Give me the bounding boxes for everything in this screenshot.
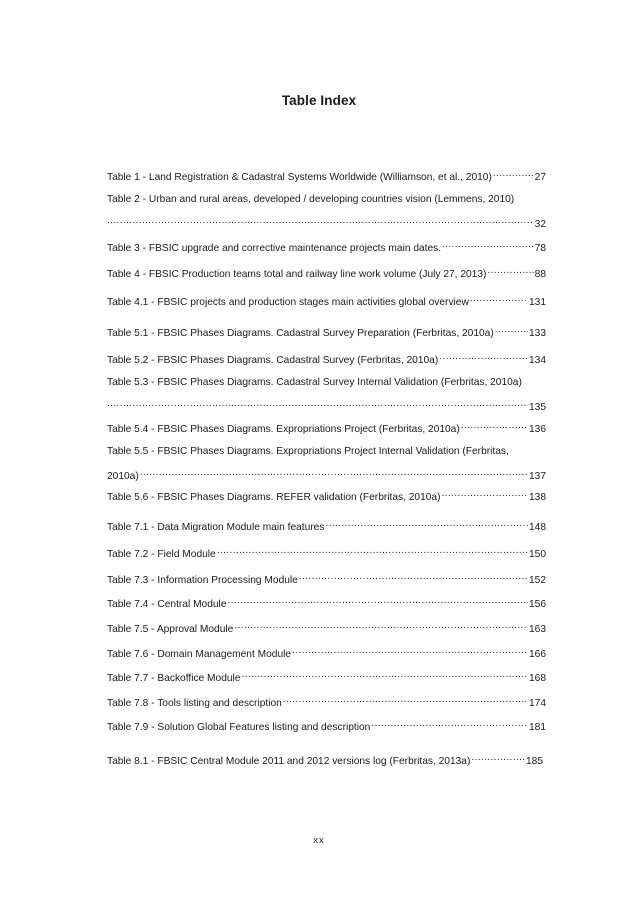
toc-entry[interactable] — [107, 351, 546, 366]
toc-entry-title: Table 7.1 - Data Migration Module main features — [107, 522, 325, 533]
toc-entry-title: Table 3 - FBSIC upgrade and corrective maintenance projects main dates. — [107, 243, 442, 254]
dot-leader — [439, 351, 528, 363]
toc-entry-page: 156 — [529, 599, 546, 610]
toc-entry-page: 78 — [534, 243, 546, 254]
toc-entry-page: 152 — [529, 575, 546, 586]
dot-leader — [299, 571, 528, 583]
toc-entry-title: Table 5.6 - FBSIC Phases Diagrams. REFER validation (Ferbritas, 2010a) — [107, 492, 441, 503]
toc-entry[interactable] — [107, 168, 546, 183]
toc-entry-title: Table 4 - FBSIC Production teams total and railway line work volume (July 27, 2013) — [107, 269, 487, 280]
toc-entry-title: Table 7.6 - Domain Management Module — [107, 649, 292, 660]
dot-leader — [495, 324, 528, 336]
toc-entry-page: 134 — [529, 355, 546, 366]
toc-entry-title: Table 7.9 - Solution Global Features listing and description — [107, 722, 371, 733]
toc-entry-title: Table 7.2 - Field Module — [107, 549, 216, 560]
dot-leader — [292, 645, 528, 657]
toc-entry-page: 131 — [529, 297, 546, 308]
dot-leader — [107, 398, 528, 410]
dot-leader — [227, 595, 528, 607]
toc-entry[interactable] — [107, 488, 546, 503]
toc-entry[interactable] — [107, 194, 546, 230]
dot-leader — [140, 467, 528, 479]
dot-leader — [283, 694, 528, 706]
toc-entry-page: 133 — [529, 328, 546, 339]
toc-entry-title: Table 5.4 - FBSIC Phases Diagrams. Expropriations Project (Ferbritas, 2010a) — [107, 424, 460, 435]
toc-entry-page: 27 — [534, 172, 546, 183]
dot-leader — [442, 239, 534, 251]
dot-leader — [217, 545, 528, 557]
page-title: Table Index — [281, 93, 357, 108]
toc-entry-page: 185 — [526, 756, 543, 767]
dot-leader — [241, 669, 528, 681]
dot-leader — [461, 420, 528, 432]
toc-entry[interactable] — [107, 239, 546, 254]
dot-leader — [471, 752, 525, 764]
toc-entry-page: 168 — [529, 673, 546, 684]
toc-entry-page: 150 — [529, 549, 546, 560]
toc-entry-page: 138 — [529, 492, 546, 503]
page-number-footer: xx — [313, 835, 325, 846]
toc-entry[interactable] — [107, 620, 546, 635]
toc-entry[interactable] — [107, 420, 546, 435]
toc-entry-page: 181 — [529, 722, 546, 733]
toc-entry-title: Table 4.1 - FBSIC projects and production stages main activities global overview — [107, 297, 469, 308]
dot-leader — [234, 620, 528, 632]
toc-entry[interactable] — [107, 595, 546, 610]
toc-entry-page: 136 — [529, 424, 546, 435]
toc-entry[interactable] — [107, 694, 546, 709]
toc-entry-title: Table 7.4 - Central Module — [107, 599, 227, 610]
toc-entry[interactable] — [107, 645, 546, 660]
dot-leader — [107, 215, 534, 227]
dot-leader — [442, 488, 529, 500]
toc-entry[interactable] — [107, 545, 546, 560]
toc-entry-page: 137 — [529, 471, 546, 482]
toc-entry-page: 32 — [534, 219, 546, 230]
toc-entry-title: Table 7.5 - Approval Module — [107, 624, 234, 635]
dot-leader — [470, 293, 528, 305]
toc-entry-page: 174 — [529, 698, 546, 709]
toc-entry-page: 163 — [529, 624, 546, 635]
dot-leader — [493, 168, 534, 180]
toc-entry-title: Table 5.1 - FBSIC Phases Diagrams. Cadastral Survey Preparation (Ferbritas, 2010a) — [107, 328, 494, 339]
toc-entry[interactable] — [107, 293, 546, 308]
toc-entry-title: Table 7.7 - Backoffice Module — [107, 673, 241, 684]
toc-entry[interactable] — [107, 265, 546, 280]
toc-entry-page: 88 — [534, 269, 546, 280]
toc-entry-title: Table 2 - Urban and rural areas, developed / developing countries vision (Lemmens, 2010) — [107, 194, 515, 205]
toc-entry[interactable] — [107, 377, 546, 413]
dot-leader — [371, 718, 528, 730]
toc-entry-title: Table 8.1 - FBSIC Central Module 2011 and 2012 versions log (Ferbritas, 2013a) — [107, 756, 471, 767]
toc-entry-title: Table 1 - Land Registration & Cadastral Systems Worldwide (Williamson, et al., 2010) — [107, 172, 492, 183]
toc-entry-title: Table 7.8 - Tools listing and description — [107, 698, 282, 709]
toc-entry-title: Table 7.3 - Information Processing Module — [107, 575, 298, 586]
dot-leader — [487, 265, 533, 277]
toc-entry-title: Table 5.3 - FBSIC Phases Diagrams. Cadastral Survey Internal Validation (Ferbritas, 2010a) — [107, 377, 522, 388]
toc-entry-page: 166 — [529, 649, 546, 660]
toc-entry[interactable] — [107, 571, 546, 586]
toc-entry-page: 148 — [529, 522, 546, 533]
toc-entry[interactable] — [107, 718, 546, 733]
dot-leader — [325, 518, 528, 530]
toc-entry-title: Table 5.2 - FBSIC Phases Diagrams. Cadastral Survey (Ferbritas, 2010a) — [107, 355, 439, 366]
toc-entry[interactable] — [107, 669, 546, 684]
toc-entry-title-continued: 2010a) — [107, 471, 139, 482]
toc-entry[interactable] — [107, 752, 543, 767]
toc-entry-title: Table 5.5 - FBSIC Phases Diagrams. Expropriations Project Internal Validation (Ferbritas, — [107, 446, 509, 457]
toc-entry[interactable] — [107, 324, 546, 339]
toc-entry[interactable] — [107, 518, 546, 533]
toc-entry[interactable] — [107, 446, 546, 482]
toc-entry-page: 135 — [529, 402, 546, 413]
